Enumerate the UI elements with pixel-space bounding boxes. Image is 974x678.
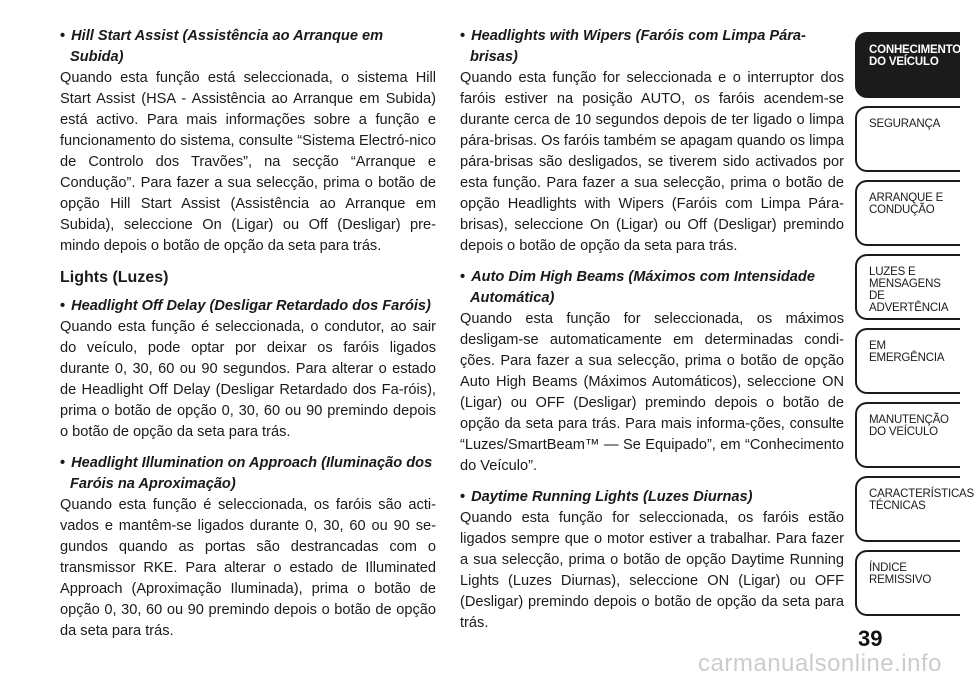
daytime-running-lights-text: Quando esta função for seleccionada, os faróis estão ligados sempre que o motor estiver a trabalhar. Para fazer a sua selecção, prima o botão de opção Daytime Running Lights (Luzes Diurnas), seleccione ON (Ligar) ou OFF (Desligar) premindo depois o botão de opção da seta para trás. — [460, 510, 844, 631]
illumination-on-approach-text: Quando esta função é seleccionada, os faróis são acti-vados e mantêm-se ligados durante 0, 30, 60 ou 90 se-gundos quando as portas são destrancadas com o transmissor RKE. Para alterar o estado de Illuminated Approach (Aproximação Iluminada), prima o botão de opção 0, 30, 60 ou 90 premindo depois o botão de opção da seta para trás. — [60, 497, 436, 639]
page-number: 39 — [858, 626, 883, 651]
tab-em-emergencia[interactable]: EM EMERGÊNCIA — [855, 328, 960, 394]
headlight-off-delay-heading: • Headlight Off Delay (Desligar Retardado dos Faróis) — [60, 296, 436, 317]
illumination-on-approach-heading: • Headlight Illumination on Approach (Iluminação dos Faróis na Aproximação) — [60, 453, 436, 495]
tab-arranque-e-conducao[interactable]: ARRANQUE E CONDUÇÃO — [855, 180, 960, 246]
watermark: carmanualsonline.info — [698, 650, 942, 677]
headlights-with-wipers-text: Quando esta função for seleccionada e o interruptor dos faróis estiver na posição AUTO, os faróis acendem-se durante cerca de 10 segundos depois de ter ligado o limpa pára-brisas. Os faróis também se apagam quando os limpa pára-brisas são desligados, se tiverem sido activados por esta função. Para fazer a sua selecção, prima o botão de opção Headlights with Wipers (Faróis com Limpa Pára-brisas), seleccione On (Ligar) ou Off (Desligar) premindo depois o botão de opção da seta para trás. — [460, 70, 844, 254]
tab-conhecimento-do-veiculo[interactable]: CONHECIMENTO DO VEÍCULO — [855, 32, 960, 98]
tab-indice-remissivo[interactable]: ÍNDICE REMISSIVO — [855, 550, 960, 616]
auto-dim-high-beams-heading: • Auto Dim High Beams (Máximos com Intensidade Automática) — [460, 267, 844, 309]
daytime-running-lights-heading: • Daytime Running Lights (Luzes Diurnas) — [460, 487, 844, 508]
right-column — [460, 26, 844, 644]
tab-caracteristicas-tecnicas[interactable]: CARACTERÍSTICAS TÉCNICAS — [855, 476, 960, 542]
tab-seguranca[interactable]: SEGURANÇA — [855, 106, 960, 172]
tab-luzes-e-mensagens[interactable]: LUZES E MENSAGENS DE ADVERTÊNCIA — [855, 254, 960, 320]
headlights-with-wipers-heading: • Headlights with Wipers (Faróis com Limpa Pára-brisas) — [460, 26, 844, 68]
hill-start-assist-text: Quando esta função está seleccionada, o sistema Hill Start Assist (HSA - Assistência ao Arranque em Subida) está activo. Para mais informações sobre a função e funcionamento do sistema, consulte “Sistema Electró-nico de Controlo dos Travões”, na secção “Arranque e Condução”. Para fazer a sua selecção, prima o botão de opção Hill Start Assist (Assistência ao Arranque em Subida), seleccione On (Ligar) ou Off (Desligar) pre-mindo depois o botão de opção da seta para trás. — [60, 70, 436, 254]
lights-section-title: Lights (Luzes) — [60, 269, 169, 286]
hill-start-assist-heading: • Hill Start Assist (Assistência ao Arranque em Subida) — [60, 26, 436, 68]
left-column — [60, 26, 436, 652]
chapter-tabs — [855, 32, 974, 624]
tab-manutencao-do-veiculo[interactable]: MANUTENÇÃO DO VEÍCULO — [855, 402, 960, 468]
headlight-off-delay-text: Quando esta função é seleccionada, o condutor, ao sair do veículo, pode optar por deixar os faróis ligados durante 0, 30, 60 ou 90 segundos. Para alterar o estado de Headlight Off Delay (Desligar Retardado dos Fa-róis), prima o botão de opção 0, 30, 60 ou 90 premindo depois o botão de opção da seta para trás. — [60, 319, 436, 440]
auto-dim-high-beams-text: Quando esta função for seleccionada, os máximos desligam-se automaticamente em determinadas condi-ções. Para fazer a sua selecção, prima o botão de opção Auto High Beams (Máximos Automáticos), seleccione ON (Ligar) ou OFF (Desligar) premindo depois o botão de opção da seta para trás. Para mais informa-ções, consulte “Luzes/SmartBeam™ — Se Equipado”, em “Conhecimento do Veículo”. — [460, 311, 844, 474]
